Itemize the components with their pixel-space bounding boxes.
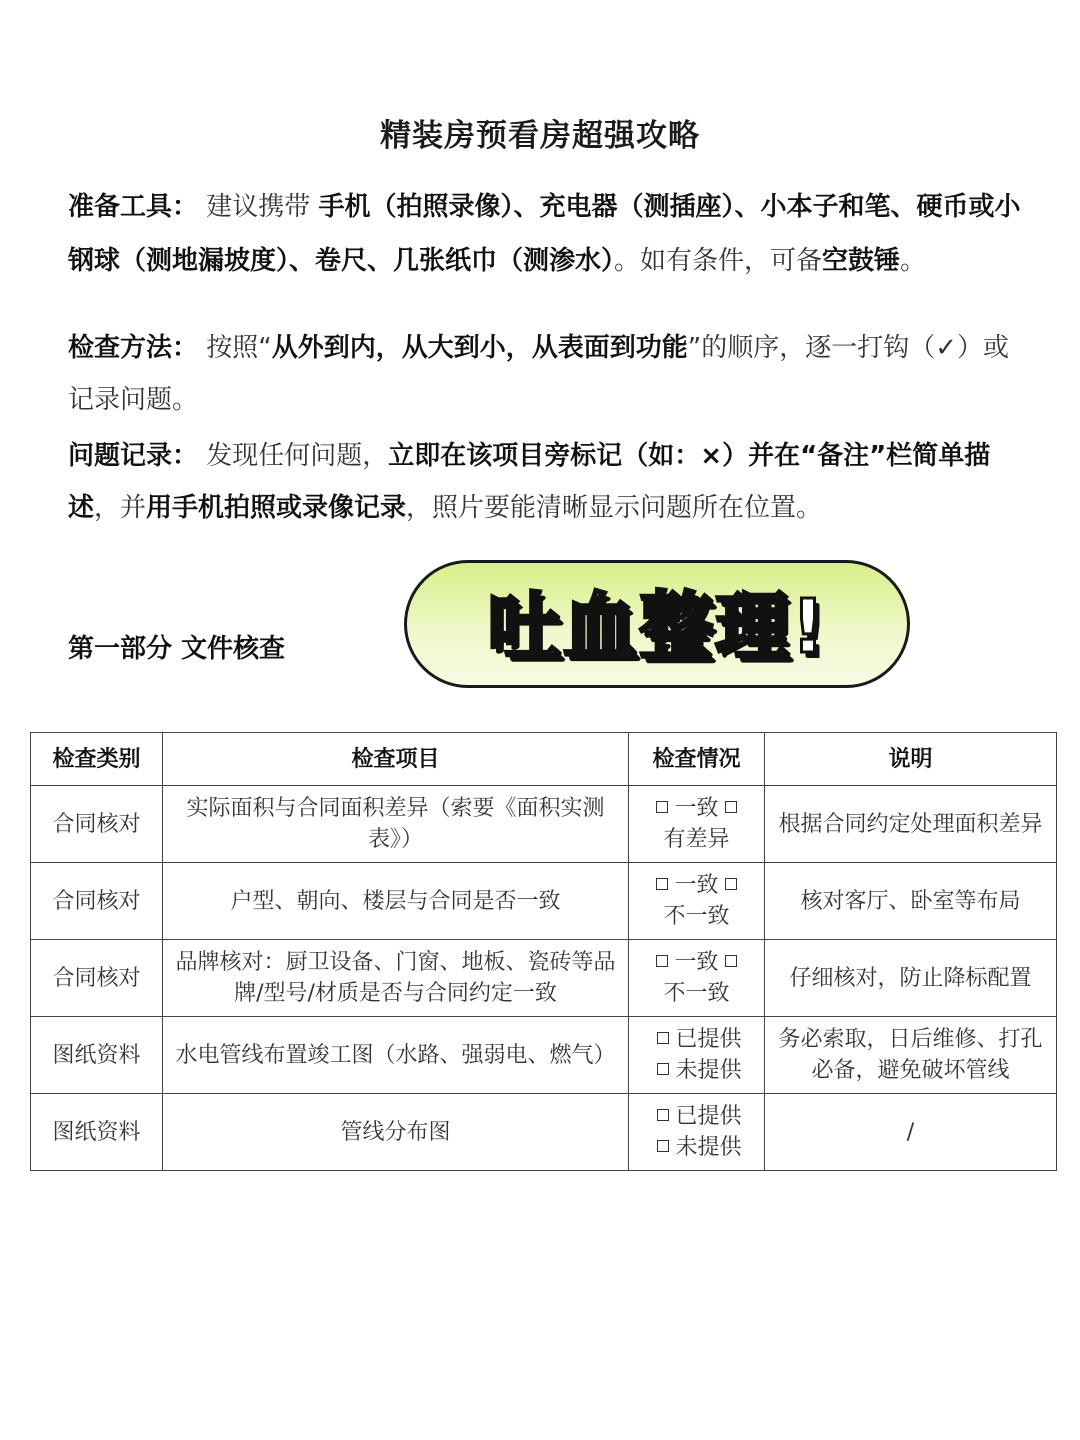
cell-note: 务必索取，日后维修、打孔必备，避免破坏管线: [765, 1017, 1057, 1094]
checkbox[interactable]: [656, 955, 668, 967]
cell-category: 合同核对: [31, 863, 163, 940]
cell-note: 核对客厅、卧室等布局: [765, 863, 1057, 940]
table-row: [31, 1094, 1057, 1171]
tools-bold-1: 手机（拍照录像）、充电器（测插座）、小本子和笔、硬币或小钢球（测地漏坡度）、卷尺、几张纸巾（测渗水）: [68, 192, 1021, 276]
checkbox[interactable]: [725, 801, 737, 813]
checkbox[interactable]: [725, 955, 737, 967]
option-label: 一致: [674, 950, 719, 975]
table-row: [31, 1017, 1057, 1094]
option-label: 一致: [674, 873, 719, 898]
record-text-3: ，照片要能清晰显示问题所在位置。: [406, 493, 823, 523]
tools-bold-2: 空鼓锤: [822, 246, 901, 276]
cell-item: 实际面积与合同面积差异（索要《面积实测表》）: [163, 786, 629, 863]
table-row: [31, 940, 1057, 1017]
method-text-2: ”的顺序，逐一打钩（✓）或记录问题。: [68, 333, 1010, 415]
option-label: 已提供: [675, 1104, 742, 1129]
cell-status: [629, 863, 765, 940]
checkbox[interactable]: [656, 878, 668, 890]
option-label: 已提供: [675, 1027, 742, 1052]
option-label: 一致: [674, 796, 719, 821]
table-row: [31, 863, 1057, 940]
checkbox[interactable]: [657, 1140, 669, 1152]
cell-category: 合同核对: [31, 940, 163, 1017]
cell-item: 品牌核对：厨卫设备、门窗、地板、瓷砖等品牌/型号/材质是否与合同约定一致: [163, 940, 629, 1017]
option-label: 未提供: [675, 1135, 742, 1160]
tools-text-1: 建议携带: [198, 192, 319, 222]
cell-category: 合同核对: [31, 786, 163, 863]
document-check-table: [30, 732, 1057, 1171]
record-label: 问题记录：: [68, 441, 199, 471]
method-label: 检查方法：: [68, 333, 199, 363]
option-label: 未提供: [675, 1058, 742, 1083]
checkbox[interactable]: [725, 878, 737, 890]
header-note: 说明: [765, 733, 1057, 786]
tools-text-2: 。如有条件，可备: [614, 246, 823, 276]
checkbox[interactable]: [656, 801, 668, 813]
cell-status: [629, 1017, 765, 1094]
page-title: 精装房预看房超强攻略: [380, 118, 700, 154]
record-bold-2: 用手机拍照或录像记录: [146, 493, 407, 523]
header-item: 检查项目: [163, 733, 629, 786]
checkbox[interactable]: [657, 1063, 669, 1075]
record-bold-1: 立即在该项目旁标记（如：×）并在“备注”栏简单描述: [68, 441, 991, 523]
cell-category: 图纸资料: [31, 1094, 163, 1171]
cell-item: 户型、朝向、楼层与合同是否一致: [163, 863, 629, 940]
header-category: 检查类别: [31, 733, 163, 786]
cell-note: 仔细核对，防止降标配置: [765, 940, 1057, 1017]
method-paragraph: [68, 322, 1028, 426]
cell-status: [629, 940, 765, 1017]
record-paragraph: [68, 430, 1028, 534]
cell-item: 水电管线布置竣工图（水路、强弱电、燃气）: [163, 1017, 629, 1094]
record-text-1: 发现任何问题，: [198, 441, 389, 471]
method-bold-1: 从外到内，从大到小，从表面到功能: [271, 333, 688, 363]
highlight-badge: [404, 560, 910, 688]
cell-note: /: [765, 1094, 1057, 1171]
record-text-2: ，并: [94, 493, 147, 523]
cell-status: [629, 1094, 765, 1171]
cell-category: 图纸资料: [31, 1017, 163, 1094]
tools-text-3: 。: [900, 246, 927, 276]
method-text-1: 按照“: [198, 333, 272, 363]
option-label: 不一致: [663, 981, 730, 1006]
table-row: [31, 786, 1057, 863]
cell-item: 管线分布图: [163, 1094, 629, 1171]
checkbox[interactable]: [657, 1032, 669, 1044]
header-status: 检查情况: [629, 733, 765, 786]
option-label: 不一致: [663, 904, 730, 929]
checkbox[interactable]: [657, 1109, 669, 1121]
table-header-row: [31, 733, 1057, 786]
tools-paragraph: [68, 180, 1028, 288]
cell-status: [629, 786, 765, 863]
cell-note: 根据合同约定处理面积差异: [765, 786, 1057, 863]
badge-text: 吐血整理!: [487, 584, 827, 670]
option-label: 有差异: [663, 827, 730, 852]
section-title: 第一部分 文件核查: [68, 634, 286, 664]
tools-label: 准备工具：: [68, 192, 199, 222]
